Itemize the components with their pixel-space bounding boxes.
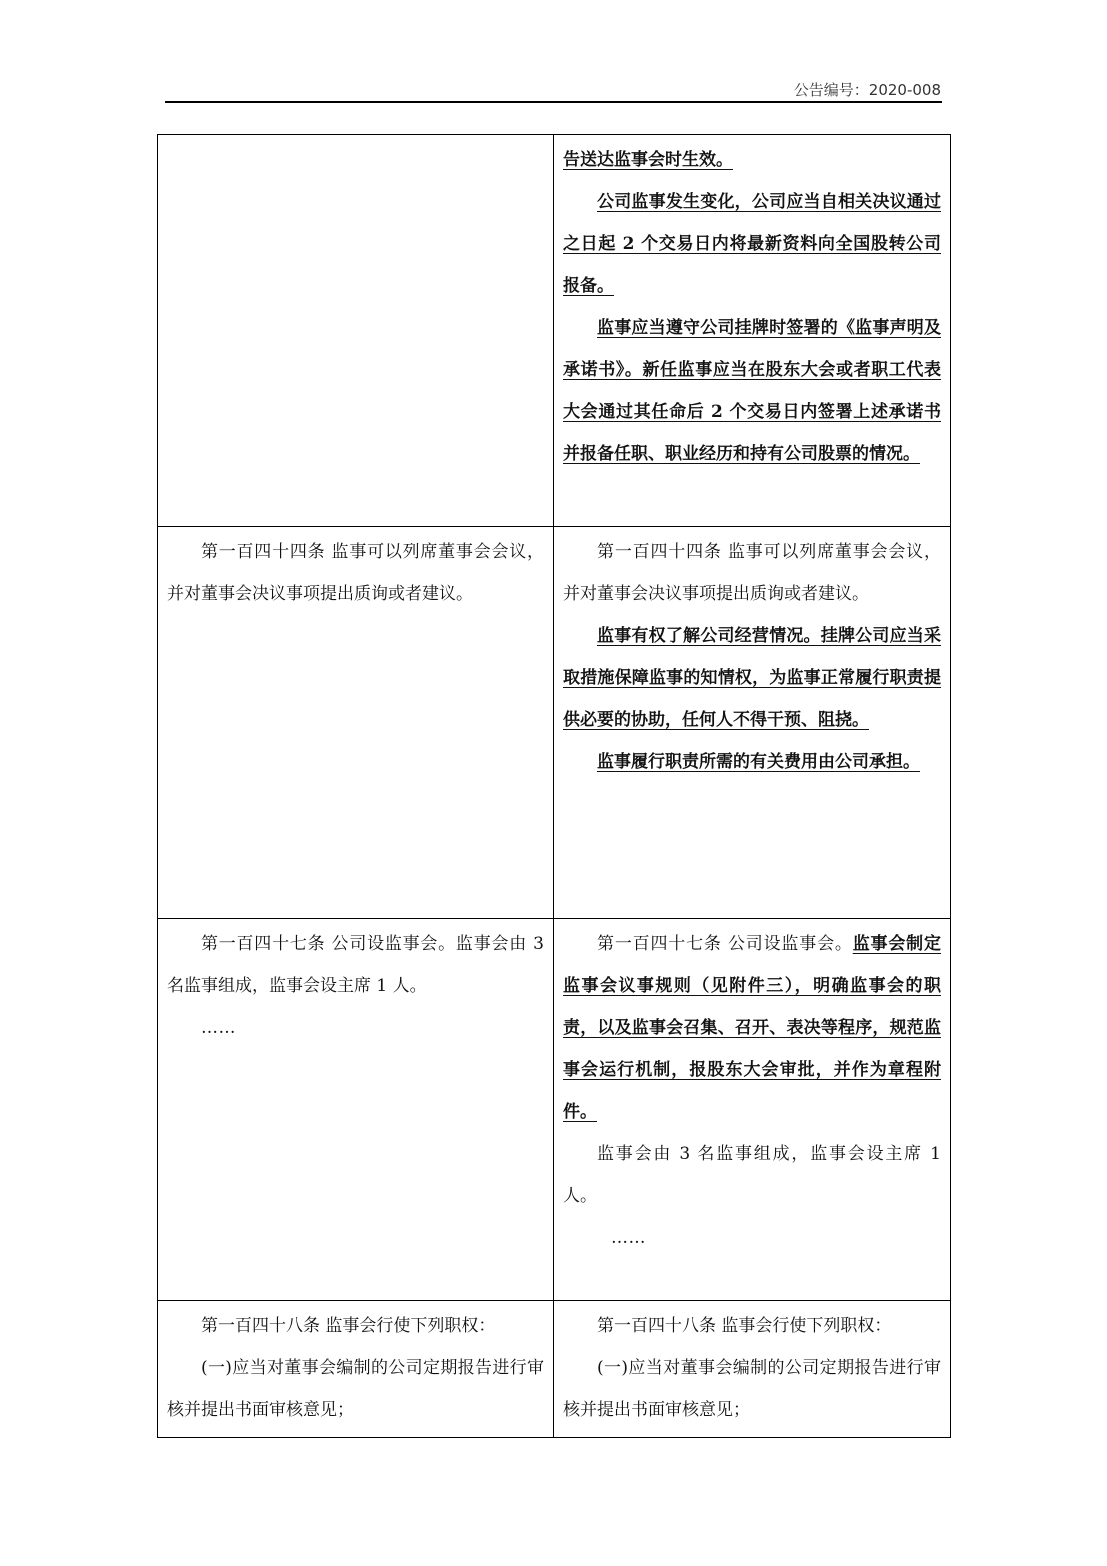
original-paragraph: 第一百四十四条 监事可以列席董事会会议，并对董事会决议事项提出质询或者建议。 <box>167 542 544 604</box>
table-row <box>158 1301 951 1438</box>
original-paragraph: (一)应当对董事会编制的公司定期报告进行审核并提出书面审核意见； <box>167 1358 544 1420</box>
revised-text-cell <box>554 919 951 1301</box>
comparison-table <box>157 134 951 1438</box>
table-row <box>158 919 951 1301</box>
revised-paragraph: (一)应当对董事会编制的公司定期报告进行审核并提出书面审核意见； <box>563 1358 941 1420</box>
original-text-cell <box>158 135 554 527</box>
revised-paragraph: 第一百四十八条 监事会行使下列职权： <box>597 1316 892 1336</box>
original-paragraph: 第一百四十七条 公司设监事会。监事会由 3 名监事组成，监事会设主席 1 人。 <box>167 934 544 996</box>
revised-addition: 监事会制定监事会议事规则（见附件三），明确监事会的职责，以及监事会召集、召开、表决等程序，规范监事会运行机制，报股东大会审批，并作为章程附件。 <box>563 934 942 1122</box>
revised-text-cell <box>554 1301 951 1438</box>
header-rule <box>165 101 942 103</box>
original-paragraph: 第一百四十八条 监事会行使下列职权： <box>201 1316 496 1336</box>
revised-ellipsis: …… <box>611 1228 646 1248</box>
original-text-cell <box>158 527 554 919</box>
revised-paragraph <box>563 923 941 1133</box>
revised-text-cell <box>554 135 951 527</box>
revised-paragraph: 公司监事发生变化，公司应当自相关决议通过之日起 2 个交易日内将最新资料向全国股转公司报备。 <box>563 192 941 296</box>
revised-paragraph: 监事会由 3 名监事组成，监事会设主席 1 人。 <box>563 1144 941 1206</box>
revised-paragraph: 监事履行职责所需的有关费用由公司承担。 <box>597 752 920 772</box>
table-row <box>158 527 951 919</box>
revised-paragraph: 告送达监事会时生效。 <box>563 150 733 170</box>
table-row <box>158 135 951 527</box>
revised-paragraph: 监事有权了解公司经营情况。挂牌公司应当采取措施保障监事的知情权，为监事正常履行职责提供必要的协助，任何人不得干预、阻挠。 <box>563 626 941 730</box>
revised-paragraph: 第一百四十四条 监事可以列席董事会会议，并对董事会决议事项提出质询或者建议。 <box>563 542 941 604</box>
original-text-cell <box>158 1301 554 1438</box>
announcement-code: 公告编号：2020-008 <box>793 81 941 99</box>
original-ellipsis: …… <box>201 1018 236 1038</box>
revised-paragraph: 监事应当遵守公司挂牌时签署的《监事声明及承诺书》。新任监事应当在股东大会或者职工代表大会通过其任命后 2 个交易日内签署上述承诺书并报备任职、职业经历和持有公司股票的情况。 <box>563 318 941 464</box>
original-text-cell <box>158 919 554 1301</box>
revised-intro: 第一百四十七条 公司设监事会。 <box>597 934 853 954</box>
revised-text-cell <box>554 527 951 919</box>
